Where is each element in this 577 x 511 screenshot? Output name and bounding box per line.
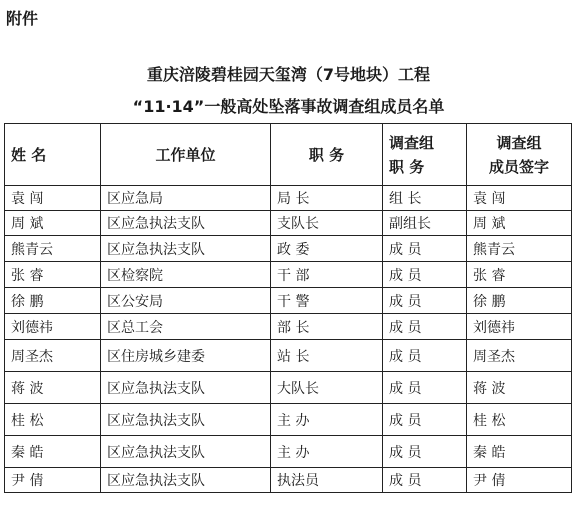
cell-role: 成 员 [383, 404, 467, 436]
cell-name: 周 斌 [5, 211, 101, 236]
header-name-text: 姓 名 [11, 146, 47, 164]
cell-name: 熊青云 [5, 236, 101, 262]
cell-unit: 区住房城乡建委 [101, 340, 271, 372]
table-row [5, 436, 572, 468]
cell-unit: 区应急执法支队 [101, 211, 271, 236]
cell-name: 桂 松 [5, 404, 101, 436]
cell-unit: 区检察院 [101, 262, 271, 288]
table-header-row [5, 124, 572, 186]
table-row [5, 340, 572, 372]
cell-role: 副组长 [383, 211, 467, 236]
table-row [5, 211, 572, 236]
table-row [5, 314, 572, 340]
table-row [5, 186, 572, 211]
attachment-label: 附件 [6, 9, 39, 28]
cell-signature: 周圣杰 [467, 340, 572, 372]
cell-role: 成 员 [383, 436, 467, 468]
cell-position: 局 长 [271, 186, 383, 211]
cell-name: 周圣杰 [5, 340, 101, 372]
header-signature-line2: 成员签字 [488, 157, 549, 176]
cell-unit: 区应急执法支队 [101, 468, 271, 493]
header-position [271, 124, 383, 186]
cell-signature: 袁 闯 [467, 186, 572, 211]
cell-position: 站 长 [271, 340, 383, 372]
cell-signature: 秦 皓 [467, 436, 572, 468]
cell-role: 成 员 [383, 236, 467, 262]
cell-position: 干 警 [271, 288, 383, 314]
cell-name: 徐 鹏 [5, 288, 101, 314]
cell-role: 成 员 [383, 468, 467, 493]
cell-unit: 区应急执法支队 [101, 372, 271, 404]
cell-signature: 周 斌 [467, 211, 572, 236]
cell-signature: 张 睿 [467, 262, 572, 288]
cell-position: 支队长 [271, 211, 383, 236]
cell-signature: 蒋 波 [467, 372, 572, 404]
table-row [5, 288, 572, 314]
table-row [5, 372, 572, 404]
cell-name: 秦 皓 [5, 436, 101, 468]
cell-unit: 区应急执法支队 [101, 404, 271, 436]
table-row [5, 404, 572, 436]
cell-name: 袁 闯 [5, 186, 101, 211]
cell-role: 成 员 [383, 340, 467, 372]
cell-position: 执法员 [271, 468, 383, 493]
cell-unit: 区总工会 [101, 314, 271, 340]
cell-signature: 桂 松 [467, 404, 572, 436]
cell-role: 成 员 [383, 288, 467, 314]
cell-position: 部 长 [271, 314, 383, 340]
cell-name: 尹 倩 [5, 468, 101, 493]
cell-unit: 区应急执法支队 [101, 236, 271, 262]
investigation-team-table [4, 123, 572, 493]
document-title-line-1: 重庆涪陵碧桂园天玺湾（7号地块）工程 [146, 65, 431, 84]
cell-name: 蒋 波 [5, 372, 101, 404]
cell-position: 主 办 [271, 404, 383, 436]
cell-role: 成 员 [383, 372, 467, 404]
cell-signature: 尹 倩 [467, 468, 572, 493]
cell-unit: 区应急执法支队 [101, 436, 271, 468]
cell-unit: 区应急局 [101, 186, 271, 211]
table-row [5, 262, 572, 288]
header-team-role-line2: 职 务 [389, 157, 425, 176]
header-position-text: 职 务 [308, 146, 345, 164]
table-body [5, 186, 572, 493]
header-name [5, 124, 101, 186]
header-work-unit-text: 工作单位 [155, 146, 216, 164]
table-row [5, 236, 572, 262]
cell-signature: 徐 鹏 [467, 288, 572, 314]
header-team-role [383, 124, 467, 186]
cell-signature: 刘德祎 [467, 314, 572, 340]
cell-role: 成 员 [383, 314, 467, 340]
cell-position: 大队长 [271, 372, 383, 404]
cell-position: 政 委 [271, 236, 383, 262]
cell-position: 干 部 [271, 262, 383, 288]
header-member-signature [467, 124, 572, 186]
header-team-role-line1: 调查组 [389, 133, 435, 152]
cell-name: 刘德祎 [5, 314, 101, 340]
cell-role: 组 长 [383, 186, 467, 211]
cell-role: 成 员 [383, 262, 467, 288]
header-signature-line1: 调查组 [496, 133, 542, 152]
table-row [5, 468, 572, 493]
cell-name: 张 睿 [5, 262, 101, 288]
document-title-line-2: “11·14”一般高处坠落事故调查组成员名单 [132, 97, 445, 116]
header-work-unit [101, 124, 271, 186]
cell-position: 主 办 [271, 436, 383, 468]
cell-unit: 区公安局 [101, 288, 271, 314]
cell-signature: 熊青云 [467, 236, 572, 262]
